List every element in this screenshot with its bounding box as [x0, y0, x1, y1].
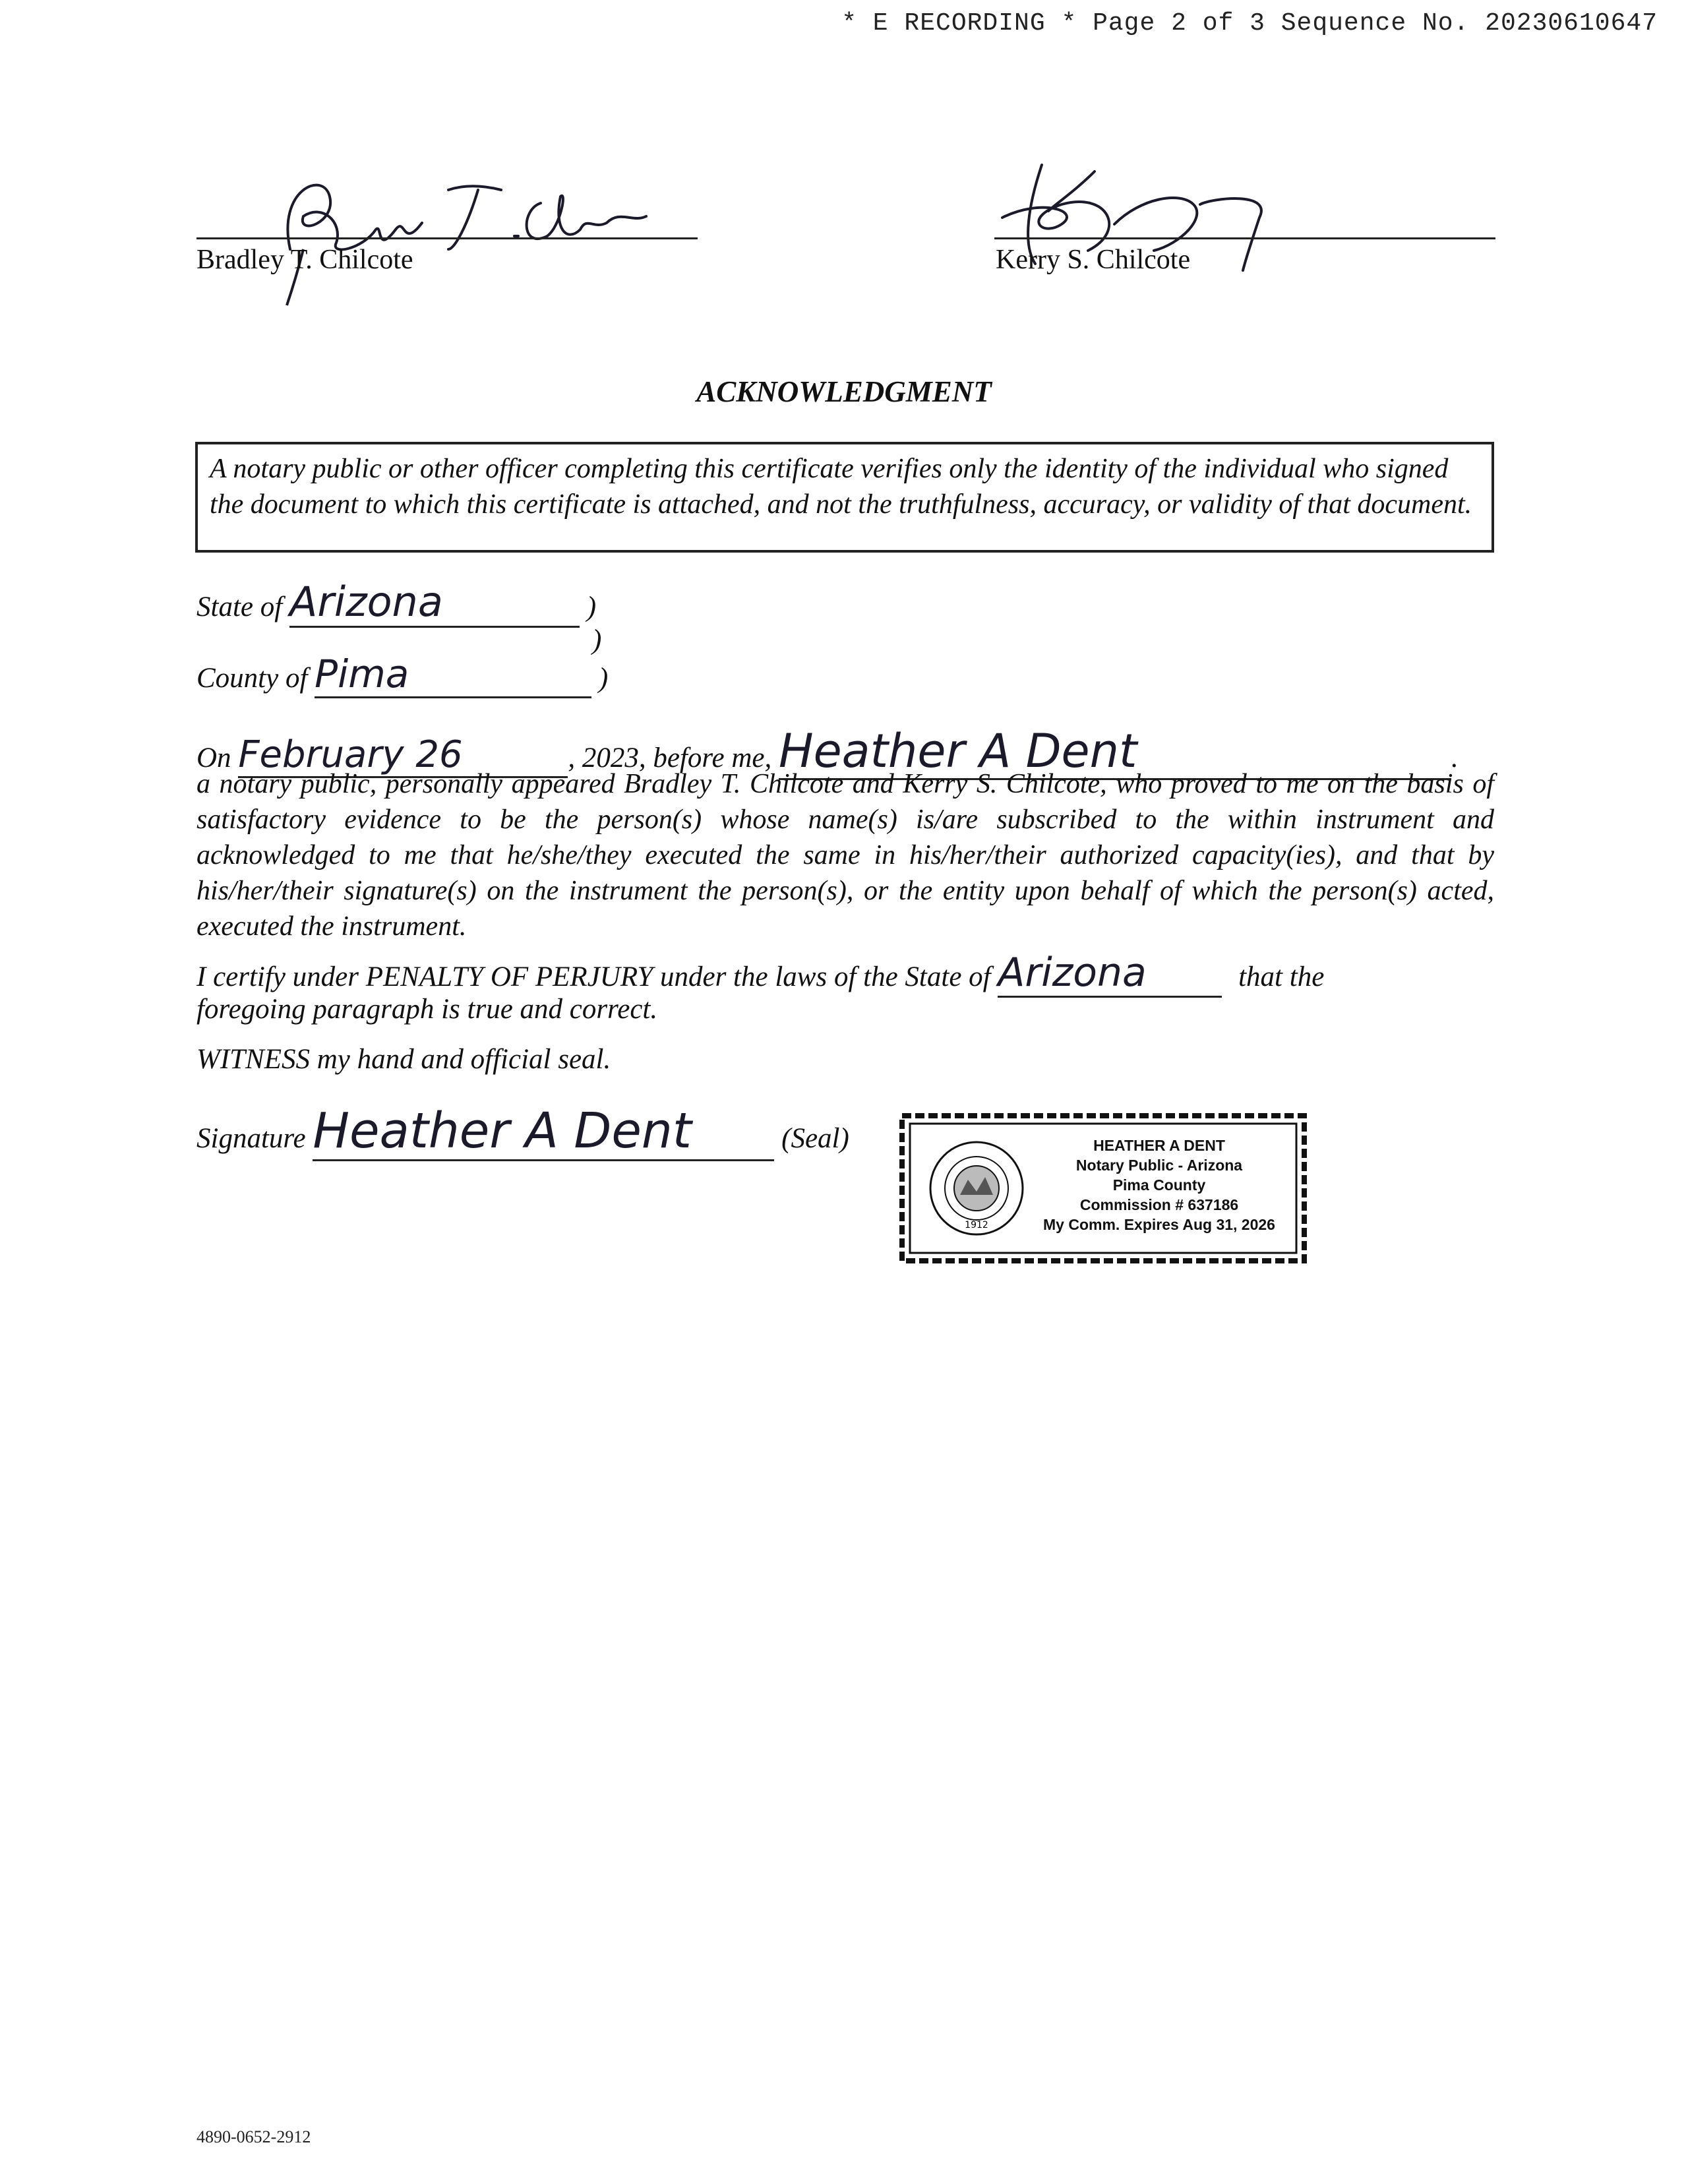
county-fill	[315, 652, 591, 698]
printed-name-kerry: Kerry S. Chilcote	[996, 245, 1191, 275]
notary-signature-line	[196, 1103, 849, 1161]
on-label: On	[196, 743, 231, 774]
certify-tail: that the	[1238, 961, 1325, 992]
stamp-text	[1021, 1136, 1298, 1234]
acknowledgment-paragraph: a notary public, personally appeared Bradley T. Chilcote and Kerry S. Chilcote, who proved to me on the basis of satisfactory evidence to be the person(s) whose name(s) is/are subscribed to the within instrument and acknowledged to me that he/she/they executed the same in his/her/their authorized capacity(ies), and that by his/her/their signature(s) on the instrument the person(s), or the entity upon behalf of which the person(s) acted, executed the instrument.	[196, 769, 1494, 942]
certify-line	[196, 950, 1324, 998]
state-bracket: )	[586, 592, 597, 622]
state-seal-icon	[927, 1139, 1026, 1238]
seal-label: (Seal)	[781, 1123, 849, 1154]
county-value: Pima	[315, 652, 409, 696]
notary-stamp	[895, 1109, 1311, 1267]
certify-lead: I certify under PENALTY OF PERJURY under the laws of the State of	[196, 961, 991, 992]
certify-line-2: foregoing paragraph is true and correct.	[196, 994, 658, 1025]
date-value: February 26	[238, 733, 463, 776]
year-text: , 2023, before me,	[568, 743, 772, 774]
stamp-name: HEATHER A DENT	[1093, 1137, 1225, 1154]
seal-year: 1912	[965, 1220, 988, 1230]
middle-bracket: )	[592, 624, 602, 655]
notary-notice-box: A notary public or other officer completing this certificate verifies only the identity of the individual who signed the document to which this certificate is attached, and not the truthfulness, accuracy, or validity of that document.	[195, 442, 1494, 553]
stamp-expires: My Comm. Expires Aug 31, 2026	[1043, 1216, 1275, 1233]
stamp-title: Notary Public - Arizona	[1075, 1157, 1243, 1174]
county-bracket: )	[598, 663, 609, 694]
printed-name-bradley: Bradley T. Chilcote	[196, 245, 413, 275]
state-line	[196, 578, 596, 628]
notary-signature-value: Heather A Dent	[313, 1103, 692, 1159]
state-fill	[289, 578, 580, 628]
county-line	[196, 652, 608, 698]
appearance-line: On February 26 , 2023, before me, Heather A Dent .	[196, 724, 1459, 780]
document-number: 4890-0652-2912	[196, 2127, 311, 2146]
state-label: State of	[196, 592, 283, 622]
signature-bradley-chilcote	[251, 150, 712, 309]
signature-fill	[313, 1103, 774, 1161]
acknowledgment-title: ACKNOWLEDGMENT	[696, 375, 992, 408]
certify-state-value: Arizona	[998, 950, 1147, 996]
recording-header: * E RECORDING * Page 2 of 3 Sequence No. 20230610647	[841, 9, 1658, 38]
witness-line: WITNESS my hand and official seal.	[196, 1044, 611, 1075]
certify-state-fill	[998, 950, 1222, 998]
signature-label: Signature	[196, 1123, 306, 1154]
state-value: Arizona	[289, 578, 443, 626]
stamp-commission: Commission # 637186	[1079, 1196, 1239, 1213]
stamp-county: Pima County	[1112, 1176, 1206, 1194]
notary-name-value: Heather A Dent	[778, 724, 1137, 778]
county-label: County of	[196, 663, 308, 694]
